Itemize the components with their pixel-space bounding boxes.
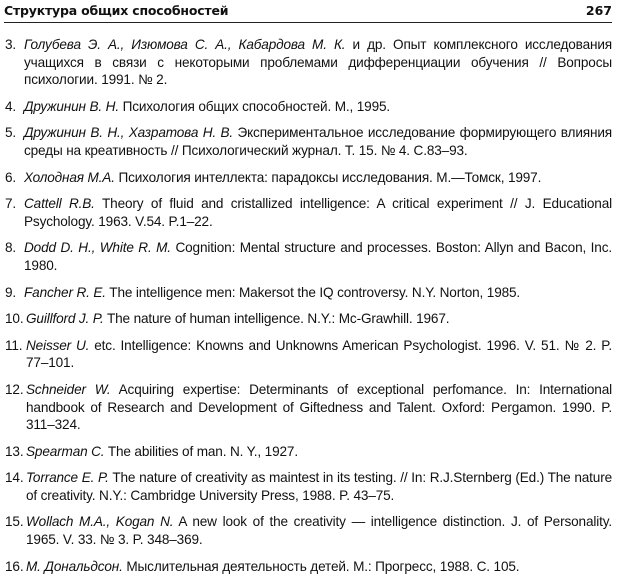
running-header-title: Структура общих способностей bbox=[4, 3, 229, 18]
reference-text: Психология интеллекта: парадоксы исследования. М.—Томск, 1997. bbox=[114, 169, 542, 185]
reference-authors: Холодная М.А. bbox=[24, 169, 115, 185]
reference-authors: М. Дональдсон. bbox=[26, 558, 123, 574]
reference-number: 5. bbox=[5, 125, 17, 141]
reference-item bbox=[5, 284, 612, 302]
reference-text: etc. Intelligence: Knowns and Unknowns American Psychologist. 1996. V. 51. № 2. P. 77–101. bbox=[26, 337, 612, 371]
reference-item bbox=[5, 36, 612, 89]
reference-number: 8. bbox=[5, 240, 17, 256]
reference-item bbox=[5, 310, 612, 328]
reference-text: The intelligence men: Makersot the IQ controversy. N.Y. Norton, 1985. bbox=[105, 284, 521, 300]
reference-item bbox=[5, 239, 612, 274]
reference-authors: Dodd D. H., White R. M. bbox=[24, 240, 171, 256]
reference-number: 16. bbox=[5, 558, 24, 574]
reference-item bbox=[5, 469, 612, 504]
page-number: 267 bbox=[585, 3, 612, 18]
reference-number: 14. bbox=[5, 470, 24, 486]
reference-number: 3. bbox=[5, 37, 17, 52]
reference-item bbox=[5, 124, 612, 159]
reference-authors: Cattell R.B. bbox=[24, 196, 95, 212]
reference-text: Theory of fluid and cristallized intelligence: A critical experiment // J. Educational Psychology. 1963. V.54. P.1–22. bbox=[24, 196, 612, 229]
reference-text: Acquiring expertise: Determinants of exceptional perfomance. In: International handbook of Research and Development of Giftedness and Talent. Oxford: Pergamon. 1990. P. 311–324. bbox=[26, 381, 613, 433]
reference-text: Мыслительная деятельность детей. М.: Прогресс, 1988. С. 105. bbox=[122, 558, 520, 574]
reference-number: 7. bbox=[5, 196, 17, 212]
reference-text: и др. Опыт комплексного исследования учащихся в связи с некоторыми проблемами дифференциации обучения // Вопросы психологии. 1991. № 2. bbox=[24, 37, 612, 88]
reference-item bbox=[5, 381, 612, 434]
reference-number: 10. bbox=[5, 311, 24, 327]
running-header bbox=[4, 3, 612, 23]
reference-item bbox=[5, 98, 612, 116]
reference-text: Экспериментальное исследование формирующего влияния среды на креативность // Психологический журнал. Т. 15. № 4. С.83–93. bbox=[24, 125, 612, 158]
reference-text: Cognition: Mental structure and processes. Boston: Allyn and Bacon, Inc. 1980. bbox=[24, 240, 612, 273]
reference-item bbox=[5, 558, 612, 576]
reference-number: 11. bbox=[5, 337, 23, 353]
reference-authors: Wollach M.A., Kogan N. bbox=[26, 514, 174, 530]
reference-number: 13. bbox=[5, 443, 24, 459]
reference-authors: Schneider W. bbox=[26, 381, 111, 397]
reference-text: The abilities of man. N. Y., 1927. bbox=[104, 443, 298, 459]
reference-authors: Guillford J. P. bbox=[26, 311, 104, 327]
reference-text: The nature of creativity as maintest in its testing. // In: R.J.Sternberg (Ed.) The nature of creativity. N.Y.: Cambridge University Press, 1988. P. 43–75. bbox=[26, 470, 612, 503]
reference-item bbox=[5, 443, 612, 461]
reference-item bbox=[5, 337, 612, 372]
reference-list bbox=[5, 36, 612, 584]
reference-item bbox=[5, 513, 612, 548]
reference-authors: Голубева Э. А., Изюмова С. А., Кабардова М. К. bbox=[24, 37, 346, 52]
reference-item bbox=[5, 195, 612, 230]
reference-number: 15. bbox=[5, 514, 24, 530]
reference-authors: Neisser U. bbox=[26, 337, 90, 353]
reference-authors: Дружинин В. Н., Хазратова Н. В. bbox=[24, 125, 234, 141]
reference-number: 6. bbox=[5, 169, 17, 185]
reference-number: 9. bbox=[5, 284, 17, 300]
reference-authors: Spearman C. bbox=[26, 443, 105, 459]
reference-authors: Torrance E. P. bbox=[26, 470, 109, 486]
reference-text: The nature of human intelligence. N.Y.: Mc-Grawhill. 1967. bbox=[103, 311, 450, 327]
reference-text: Психология общих способностей. М., 1995. bbox=[118, 98, 391, 114]
reference-authors: Fancher R. E. bbox=[24, 284, 106, 300]
reference-authors: Дружинин В. Н. bbox=[24, 98, 119, 114]
reference-number: 12. bbox=[5, 381, 24, 397]
reference-text: A new look of the creativity — intelligence distinction. J. of Personality. 1965. V. 33. № 3. P. 348–369. bbox=[26, 514, 612, 548]
reference-item bbox=[5, 169, 612, 187]
reference-number: 4. bbox=[5, 98, 17, 114]
